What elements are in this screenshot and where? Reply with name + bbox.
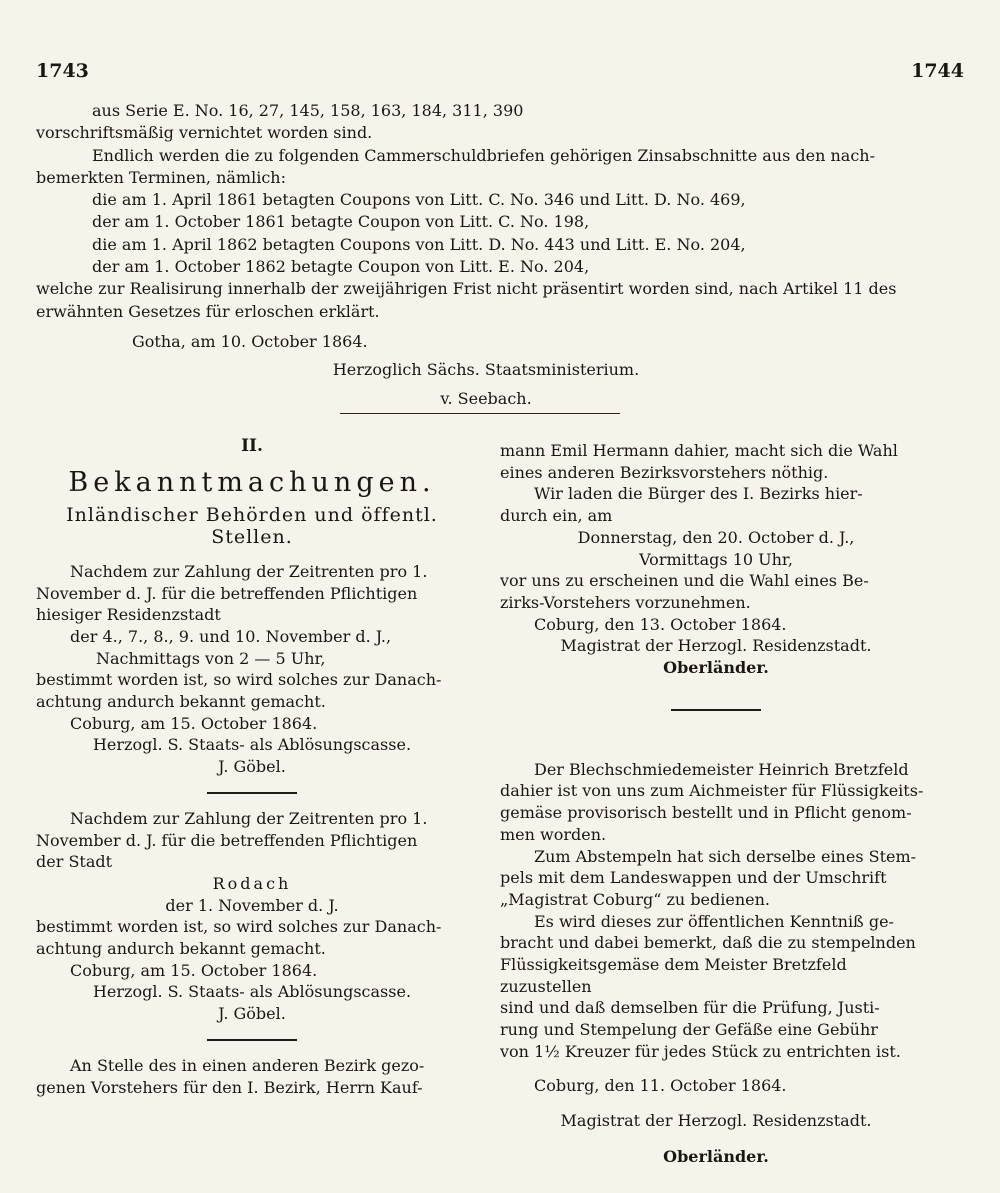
text-line: zirks-Vorstehers vorzunehmen. bbox=[500, 592, 751, 612]
place-date: Coburg, am 15. October 1864. bbox=[70, 713, 318, 733]
top-section bbox=[36, 100, 936, 410]
text-line: dahier ist von uns zum Aichmeister für Flüssigkeits- bbox=[500, 781, 924, 801]
section-title: Bekanntmachungen. bbox=[68, 466, 436, 498]
place-date: Coburg, den 11. October 1864. bbox=[534, 1075, 787, 1095]
signature: Oberländer. bbox=[663, 1146, 769, 1166]
text-line: pels mit dem Landeswappen und der Umschrift bbox=[500, 868, 887, 888]
text-line: der am 1. October 1861 betagte Coupon von Litt. C. No. 198, bbox=[92, 212, 590, 232]
page-number-left: 1743 bbox=[36, 60, 89, 82]
text-line: Es wird dieses zur öffentlichen Kenntniß ge- bbox=[534, 911, 894, 931]
section-number: II. bbox=[241, 436, 263, 456]
text-line: November d. J. für die betreffenden Pflichtigen bbox=[36, 830, 418, 850]
text-line: Flüssigkeitsgemäse dem Meister Bretzfeld zuzustellen bbox=[500, 955, 847, 996]
text-line: men worden. bbox=[500, 824, 607, 844]
left-column bbox=[36, 428, 468, 1098]
text-line: Nachdem zur Zahlung der Zeitrenten pro 1. bbox=[70, 808, 428, 828]
text-line: der 4., 7., 8., 9. und 10. November d. J., bbox=[70, 626, 392, 646]
signature: v. Seebach. bbox=[440, 388, 532, 408]
authority: Herzogl. S. Staats- als Ablösungscasse. bbox=[92, 982, 412, 1002]
text-line: der Stadt bbox=[36, 852, 113, 872]
authority: Herzogl. S. Staats- als Ablösungscasse. bbox=[92, 735, 412, 755]
text-line: die am 1. April 1861 betagten Coupons von Litt. C. No. 346 und Litt. D. No. 469, bbox=[92, 190, 746, 210]
text-line: durch ein, am bbox=[500, 506, 613, 526]
text-line: der 1. November d. J. bbox=[165, 895, 339, 915]
text-line: bemerkten Terminen, nämlich: bbox=[36, 167, 286, 187]
text-line: aus Serie E. No. 16, 27, 145, 158, 163, 184, 311, 390 bbox=[92, 101, 524, 120]
text-line: hiesiger Residenzstadt bbox=[36, 605, 221, 625]
text-line: Endlich werden die zu folgenden Cammerschuldbriefen gehörigen Zinsabschnitte aus den nach- bbox=[92, 145, 876, 165]
signature: Oberländer. bbox=[663, 658, 769, 678]
text-line: bracht und dabei bemerkt, daß die zu stempelnden bbox=[500, 933, 916, 953]
text-line: welche zur Realisirung innerhalb der zweijährigen Frist nicht präsentirt worden sind, nach Artikel 11 des bbox=[36, 279, 897, 299]
page-number-right: 1744 bbox=[911, 60, 964, 82]
notice-divider bbox=[671, 709, 761, 711]
notice-3-continued bbox=[500, 440, 932, 679]
text-line: sind und daß demselben für die Prüfung, Justi- bbox=[500, 998, 880, 1018]
text-line: achtung andurch bekannt gemacht. bbox=[36, 939, 326, 959]
notice-divider bbox=[207, 792, 297, 794]
text-line: Rodach bbox=[212, 873, 292, 893]
text-line: Vormittags 10 Uhr, bbox=[639, 549, 793, 569]
text-line: vorschriftsmäßig vernichtet worden sind. bbox=[36, 123, 373, 143]
section-divider bbox=[340, 413, 620, 414]
text-line: Nachdem zur Zahlung der Zeitrenten pro 1. bbox=[70, 561, 428, 581]
authority: Herzoglich Sächs. Staatsministerium. bbox=[332, 360, 640, 380]
text-line: Wir laden die Bürger des I. Bezirks hier- bbox=[534, 484, 863, 504]
text-line: mann Emil Hermann dahier, macht sich die Wahl bbox=[500, 441, 898, 460]
text-line: Donnerstag, den 20. October d. J., bbox=[577, 527, 855, 547]
text-line: der am 1. October 1862 betagte Coupon von Litt. E. No. 204, bbox=[92, 257, 590, 277]
right-column bbox=[500, 440, 932, 1168]
text-line: bestimmt worden ist, so wird solches zur Danach- bbox=[36, 670, 442, 690]
signature: J. Göbel. bbox=[218, 1004, 286, 1024]
section-subtitle: Inländischer Behörden und öffentl. Stellen. bbox=[66, 504, 438, 549]
text-line: Nachmittags von 2 — 5 Uhr, bbox=[96, 648, 326, 668]
text-line: Der Blechschmiedemeister Heinrich Bretzfeld bbox=[534, 759, 909, 779]
text-line: rung und Stempelung der Gefäße eine Gebühr bbox=[500, 1020, 878, 1040]
notice-3-start bbox=[36, 1055, 468, 1098]
text-line: bestimmt worden ist, so wird solches zur Danach- bbox=[36, 917, 442, 937]
text-line: eines anderen Bezirksvorstehers nöthig. bbox=[500, 462, 829, 482]
text-line: An Stelle des in einen anderen Bezirk gezo- bbox=[70, 1055, 425, 1075]
notice-2 bbox=[36, 808, 468, 1025]
text-line: genen Vorstehers für den I. Bezirk, Herrn Kauf- bbox=[36, 1077, 423, 1097]
authority: Magistrat der Herzogl. Residenzstadt. bbox=[560, 1111, 872, 1131]
text-line: die am 1. April 1862 betagten Coupons von Litt. D. No. 443 und Litt. E. No. 204, bbox=[92, 234, 746, 254]
place-date: Coburg, den 13. October 1864. bbox=[534, 614, 787, 634]
place-date: Coburg, am 15. October 1864. bbox=[70, 960, 318, 980]
text-line: erwähnten Gesetzes für erloschen erklärt. bbox=[36, 301, 380, 321]
notice-divider bbox=[207, 1039, 297, 1041]
text-line: November d. J. für die betreffenden Pflichtigen bbox=[36, 583, 418, 603]
text-line: vor uns zu erscheinen und die Wahl eines Be- bbox=[500, 571, 869, 591]
notice-4 bbox=[500, 759, 932, 1168]
text-line: achtung andurch bekannt gemacht. bbox=[36, 692, 326, 712]
text-line: Zum Abstempeln hat sich derselbe eines Stem- bbox=[534, 846, 917, 866]
signature: J. Göbel. bbox=[218, 757, 286, 777]
authority: Magistrat der Herzogl. Residenzstadt. bbox=[560, 636, 872, 656]
text-line: gemäse provisorisch bestellt und in Pflicht genom- bbox=[500, 803, 912, 823]
text-line: „Magistrat Coburg“ zu bedienen. bbox=[500, 889, 771, 909]
notice-1 bbox=[36, 561, 468, 778]
place-date: Gotha, am 10. October 1864. bbox=[132, 331, 368, 351]
text-line: von 1½ Kreuzer für jedes Stück zu entrichten ist. bbox=[500, 1041, 901, 1061]
